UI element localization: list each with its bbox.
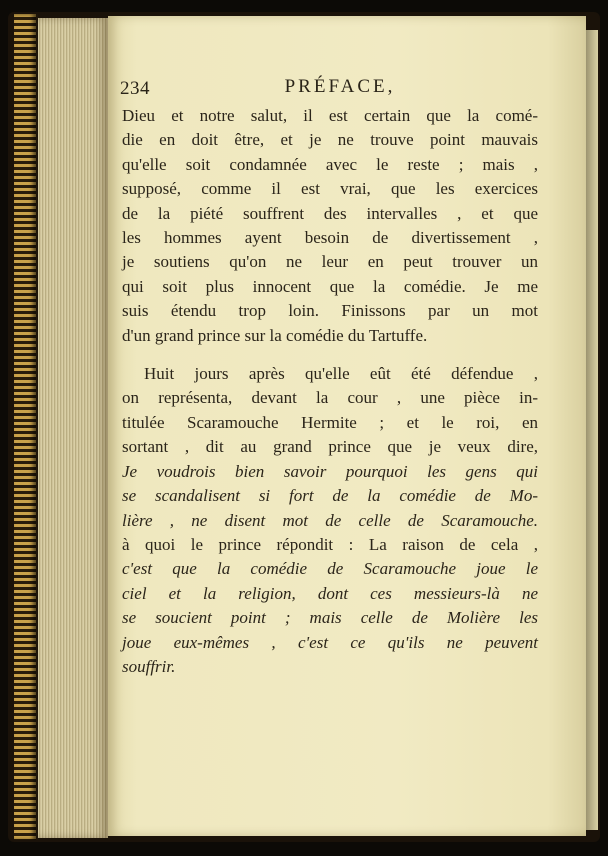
- text-line: Huit jours après qu'elle eût été défendue ,: [144, 364, 538, 384]
- text-line: d'un grand prince sur la comédie du Tartuffe.: [122, 325, 428, 345]
- text-line-italic: se scandalisent si fort de la comédie de Mo-: [122, 486, 538, 506]
- paragraph-1: [122, 104, 538, 348]
- text-line: qui soit plus innocent que la comédie. Je me: [122, 276, 538, 296]
- text-line-italic: Je voudrois bien savoir pourquoi les gens qui: [122, 461, 538, 481]
- text-line-italic: se soucient point ; mais celle de Molière les: [122, 608, 538, 628]
- text-line: suis étendu trop loin. Finissons par un mot: [122, 301, 538, 321]
- book-spine: [14, 14, 38, 840]
- page-number: 234: [120, 78, 150, 99]
- facing-page-edge: [586, 30, 598, 830]
- text-line-italic: c'est que la comédie de Scaramouche joue le: [122, 559, 538, 579]
- text-line: on représenta, devant la cour , une pièce in-: [122, 388, 538, 408]
- text-line-italic: joue eux-mêmes , c'est ce qu'ils ne peuvent: [122, 632, 538, 652]
- text-line-italic: souffrir.: [122, 656, 176, 676]
- page-edges: [38, 18, 108, 838]
- text-line-italic: lière , ne disent mot de celle de Scaramouche.: [122, 510, 538, 530]
- text-line: Dieu et notre salut, il est certain que la comé-: [122, 106, 538, 125]
- text-line: je soutiens qu'on ne leur en peut trouver un: [122, 252, 538, 272]
- text-line: supposé, comme il est vrai, que les exercices: [122, 179, 538, 199]
- text-line: sortant , dit au grand prince que je veux dire,: [122, 437, 538, 457]
- paragraph-2: [122, 362, 538, 679]
- text-line: titulée Scaramouche Hermite ; et le roi, en: [122, 412, 538, 432]
- running-title: PRÉFACE,: [284, 76, 396, 97]
- text-line: de la piété souffrent des intervalles , et que: [122, 203, 538, 223]
- text-line: qu'elle soit condamnée avec le reste ; mais ,: [122, 154, 538, 174]
- text-line: les hommes ayent besoin de divertissement ,: [122, 228, 538, 248]
- text-line: die en doit être, et je ne trouve point mauvais: [122, 130, 538, 150]
- body-text: [122, 104, 538, 679]
- text-line-italic: ciel et la religion, dont ces messieurs-là ne: [122, 583, 538, 603]
- text-line: à quoi le prince répondit : La raison de cela ,: [122, 534, 538, 554]
